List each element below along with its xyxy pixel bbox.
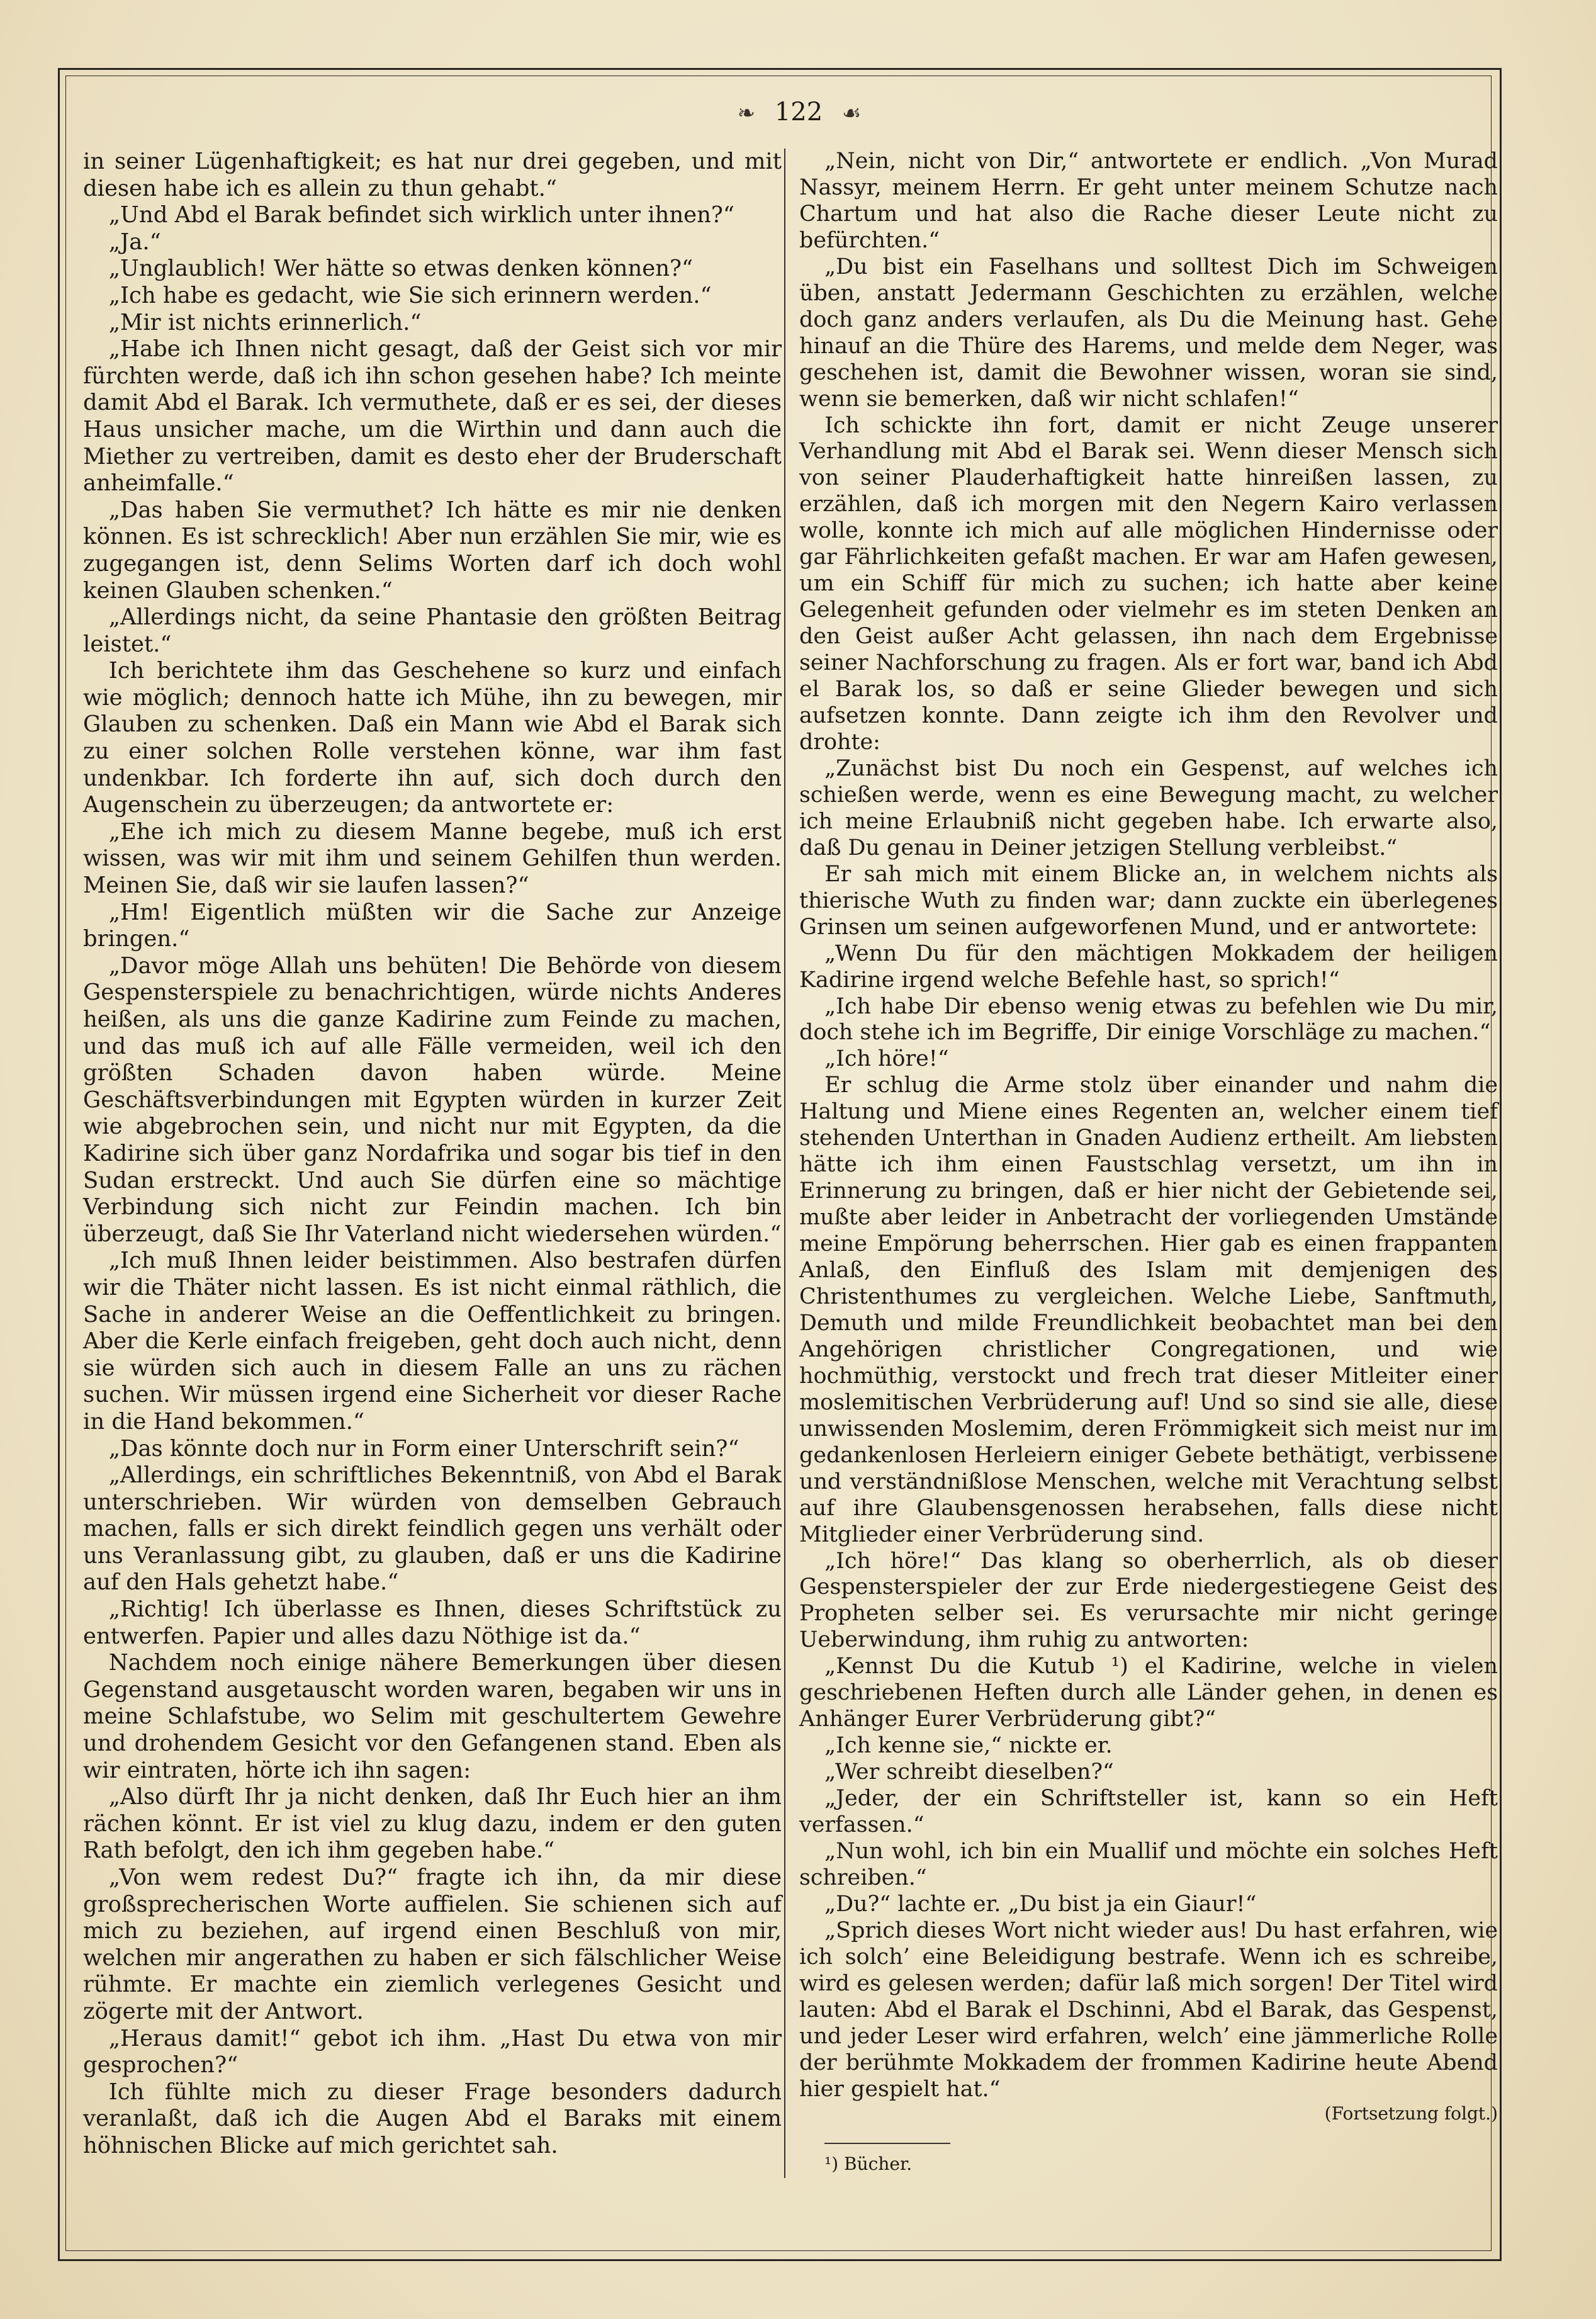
paragraph: „Sprich dieses Wort nicht wieder aus! Du hast erfahren, wie ich solch’ eine Beleidigung bestrafe. Wenn ich es schreibe, wird es gelesen werden; dafür laß mich sorgen! Der Titel wird lauten: Abd el Barak el Dschinni, Abd el Barak, das Gespenst, und jeder Leser wird erfahren, welch’ eine jämmerliche Rolle der berühmte Mokkadem der frommen Kadirine heute Abend hier gespielt hat.“ [799, 1917, 1498, 2102]
paragraph: Ich fühlte mich zu dieser Frage besonders dadurch veranlaßt, daß ich die Augen Abd el Baraks mit einem höhnischen Blicke auf mich gerichtet sah. [83, 2079, 782, 2158]
paragraph: „Mir ist nichts erinnerlich.“ [108, 309, 422, 336]
paragraph: Ich berichtete ihm das Geschehene so kurz und einfach wie möglich; dennoch hatte ich Mühe, ihn zu bewegen, mir Glauben zu schenken. Daß ein Mann wie Abd el Barak sich zu einer solchen Rolle verstehen könne, war ihm fast undenkbar. Ich forderte ihn auf, sich doch durch den Augenschein zu überzeugen; da antwortete er: [83, 658, 782, 818]
paragraph: „Allerdings, ein schriftliches Bekenntniß, von Abd el Barak unterschrieben. Wir würden von demselben Gebrauch machen, falls er sich direkt feindlich gegen uns verhält oder uns Veranlassung gibt, zu glauben, daß er uns die Kadirine auf den Hals gehetzt habe.“ [83, 1462, 782, 1596]
right-column [799, 149, 1498, 2175]
continuation-note: (Fortsetzung folgt.) [1324, 2102, 1498, 2124]
paragraph: „Jeder, der ein Schriftsteller ist, kann so ein Heft verfassen.“ [799, 1786, 1498, 1838]
paragraph: „Von wem redest Du?“ fragte ich ihn, da mir diese großsprecherischen Worte auffielen. Sie schienen sich auf mich zu beziehen, auf irgend einen Beschluß von mir, welchen mir angerathen zu haben er sich fälschlicher Weise rühmte. Er machte ein ziemlich verlegenes Gesicht und zögerte mit der Antwort. [83, 1865, 782, 2024]
paragraph: „Ich höre!“ Das klang so oberherrlich, als ob dieser Gespensterspieler der zur Erde niedergestiegene Geist des Propheten selber sei. Es verursachte mir nicht geringe Ueberwindung, ihm ruhig zu antworten: [799, 1548, 1498, 1653]
page-number: 122 [774, 98, 823, 127]
paragraph: „Wer schreibt dieselben?“ [824, 1759, 1114, 1785]
paragraph: „Ich habe es gedacht, wie Sie sich erinnern werden.“ [108, 282, 712, 308]
paragraph: „Hm! Eigentlich müßten wir die Sache zur Anzeige bringen.“ [83, 899, 782, 952]
right-column-body [799, 149, 1498, 2103]
paragraph: „Wenn Du für den mächtigen Mokkadem der heiligen Kadirine irgend welche Befehle hast, so sprich!“ [799, 940, 1498, 993]
paragraph: „Du bist ein Faselhans und solltest Dich im Schweigen üben, anstatt Jedermann Geschichten zu erzählen, welche doch ganz anders verlaufen, als Du die Meinung hast. Gehe hinauf an die Thüre des Harems, und melde dem Neger, was geschehen ist, damit die Bewohner wissen, woran sie sind, wenn sie bemerken, daß wir nicht schlafen!“ [799, 254, 1498, 412]
paragraph: „Davor möge Allah uns behüten! Die Behörde von diesem Gespensterspiele zu benachrichtigen, würde nichts Anderes heißen, als uns die ganze Kadirine zum Feinde zu machen, und das muß ich auf alle Fälle vermeiden, weil ich den größten Schaden davon haben würde. Meine Geschäftsverbindungen mit Egypten würden in kurzer Zeit wie abgebrochen sein, und nicht nur mit Egypten, da die Kadirine sich über ganz Nordafrika und sogar bis tief in den Sudan erstreckt. Und auch Sie dürfen eine so mächtige Verbindung sich nicht zur Feindin machen. Ich bin überzeugt, daß Sie Ihr Vaterland nicht wiedersehen würden.“ [83, 952, 782, 1247]
paragraph: „Richtig! Ich überlasse es Ihnen, dieses Schriftstück zu entwerfen. Papier und alles dazu Nöthige ist da.“ [83, 1596, 782, 1649]
footnote-rule [824, 2143, 950, 2144]
paragraph: „Unglaublich! Wer hätte so etwas denken können?“ [108, 256, 694, 282]
paragraph: „Nein, nicht von Dir,“ antwortete er endlich. „Von Murad Nassyr, meinem Herrn. Er geht unter meinem Schutze nach Chartum und hat also die Rache dieser Leute nicht zu befürchten.“ [799, 149, 1498, 253]
paragraph: „Und Abd el Barak befindet sich wirklich unter ihnen?“ [108, 202, 734, 229]
paragraph: „Ich kenne sie,“ nickte er. [824, 1733, 1113, 1759]
paragraph: Ich schickte ihn fort, damit er nicht Zeuge unserer Verhandlung mit Abd el Barak sei. Wenn dieser Mensch sich von seiner Plauderhaftigkeit hatte hinreißen lassen, zu erzählen, daß ich morgen mit den Negern Kairo verlassen wolle, konnte ich mich auf alle möglichen Hindernisse oder gar Fährlichkeiten gefaßt machen. Er war am Hafen gewesen, um ein Schiff für mich zu suchen; ich hatte aber keine Gelegenheit gefunden oder vielmehr es im steten Denken an den Geist außer Acht gelassen, ihn nach dem Ergebnisse seiner Nachforschung zu fragen. Als er fort war, band ich Abd el Barak los, so daß er seine Glieder bewegen und sich aufsetzen konnte. Dann zeigte ich ihm den Revolver und drohte: [799, 412, 1498, 755]
footnote: ¹) Bücher. [824, 2153, 913, 2175]
paragraph: „Ich muß Ihnen leider beistimmen. Also bestrafen dürfen wir die Thäter nicht lassen. Es ist nicht einmal räthlich, die Sache in anderer Weise an die Oeffentlichkeit zu bringen. Aber die Kerle einfach freigeben, geht doch auch nicht, denn sie würden sich auch in diesem Falle an uns zu rächen suchen. Wir müssen irgend eine Sicherheit vor dieser Rache in die Hand bekommen.“ [83, 1248, 782, 1435]
paragraph: in seiner Lügenhaftigkeit; es hat nur drei gegeben, und mit diesen habe ich es allein zu thun gehabt.“ [83, 149, 782, 201]
paragraph: „Ehe ich mich zu diesem Manne begebe, muß ich erst wissen, was wir mit ihm und seinem Gehilfen thun werden. Meinen Sie, daß wir sie laufen lassen?“ [83, 818, 782, 899]
paragraph: „Also dürft Ihr ja nicht denken, daß Ihr Euch hier an ihm rächen könnt. Er ist viel zu klug dazu, indem er den guten Rath befolgt, den ich ihm gegeben habe.“ [83, 1784, 782, 1864]
paragraph: „Ja.“ [108, 229, 161, 255]
page-header [699, 93, 900, 131]
paragraph: „Das haben Sie vermuthet? Ich hätte es mir nie denken können. Es ist schrecklich! Aber nun erzählen Sie mir, wie es zugegangen ist, denn Selims Worten darf ich doch wohl keinen Glauben schenken.“ [83, 497, 782, 604]
ornament-right-icon: ☙ [841, 101, 862, 126]
paragraph: Er sah mich mit einem Blicke an, in welchem nichts als thierische Wuth zu finden war; dann zuckte ein überlegenes Grinsen um seinen aufgeworfenen Mund, und er antwortete: [799, 861, 1498, 940]
paragraph: Nachdem noch einige nähere Bemerkungen über diesen Gegenstand ausgetauscht worden waren, begaben wir uns in meine Schlafstube, wo Selim mit geschultertem Gewehre und drohendem Gesicht vor den Gefangenen stand. Eben als wir eintraten, hörte ich ihn sagen: [83, 1650, 782, 1783]
left-column [83, 149, 782, 2160]
paragraph: „Allerdings nicht, da seine Phantasie den größten Beitrag leistet.“ [83, 604, 782, 657]
paragraph: „Habe ich Ihnen nicht gesagt, daß der Geist sich vor mir fürchten werde, daß ich ihn schon gesehen habe? Ich meinte damit Abd el Barak. Ich vermuthete, daß er es sei, der dieses Haus unsicher mache, um die Wirthin und dann auch die Miether zu vertreiben, damit es desto eher der Bruderschaft anheimfalle.“ [83, 336, 782, 497]
ornament-left-icon: ❧ [737, 101, 756, 126]
paragraph: „Du?“ lachte er. „Du bist ja ein Giaur!“ [824, 1891, 1257, 1917]
paragraph: „Nun wohl, ich bin ein Muallif und möchte ein solches Heft schreiben.“ [799, 1839, 1498, 1890]
paragraph: „Ich höre!“ [824, 1046, 949, 1072]
paragraph: „Ich habe Dir ebenso wenig etwas zu befehlen wie Du mir, doch stehe ich im Begriffe, Dir einige Vorschläge zu machen.“ [799, 993, 1498, 1046]
paragraph: „Heraus damit!“ gebot ich ihm. „Hast Du etwa von mir gesprochen?“ [83, 2025, 782, 2079]
paragraph: Er schlug die Arme stolz über einander und nahm die Haltung und Miene eines Regenten an, welcher einem tief stehenden Unterthan in Gnaden Audienz ertheilt. Am liebsten hätte ich ihm einen Faustschlag versetzt, um ihn in Erinnerung zu bringen, daß er hier nicht der Gebietende sei, mußte aber leider in Anbetracht der vorliegenden Umstände meine Empörung beherrschen. Hier gab es einen frappanten Anlaß, den Einfluß des Islam mit demjenigen des Christenthumes zu vergleichen. Welche Liebe, Sanftmuth, Demuth und milde Freundlichkeit beobachtet man bei den Angehörigen christlicher Congregationen, und wie hochmüthig, verstockt und frech trat dieser Mitleiter einer moslemitischen Verbrüderung auf! Und so sind sie alle, diese unwissenden Moslemim, deren Frömmigkeit sich meist nur im gedankenlosen Herleiern einiger Gebete bethätigt, verbissene und verständnißlose Menschen, welche mit Verachtung selbst auf ihre Glaubensgenossen herabsehen, falls diese nicht Mitglieder einer Verbrüderung sind. [799, 1073, 1498, 1547]
column-divider [784, 149, 785, 2178]
paragraph: „Das könnte doch nur in Form einer Unterschrift sein?“ [108, 1435, 739, 1462]
paragraph: „Zunächst bist Du noch ein Gespenst, auf welches ich schießen werde, wenn es eine Bewegung macht, zu welcher ich meine Erlaubniß nicht gegeben habe. Ich erwarte also, daß Du genau in Deiner jetzigen Stellung verbleibst.“ [799, 755, 1498, 860]
paragraph: „Kennst Du die Kutub ¹) el Kadirine, welche in vielen geschriebenen Heften durch alle Länder gehen, in denen es Anhänger Eurer Verbrüderung gibt?“ [799, 1654, 1498, 1732]
